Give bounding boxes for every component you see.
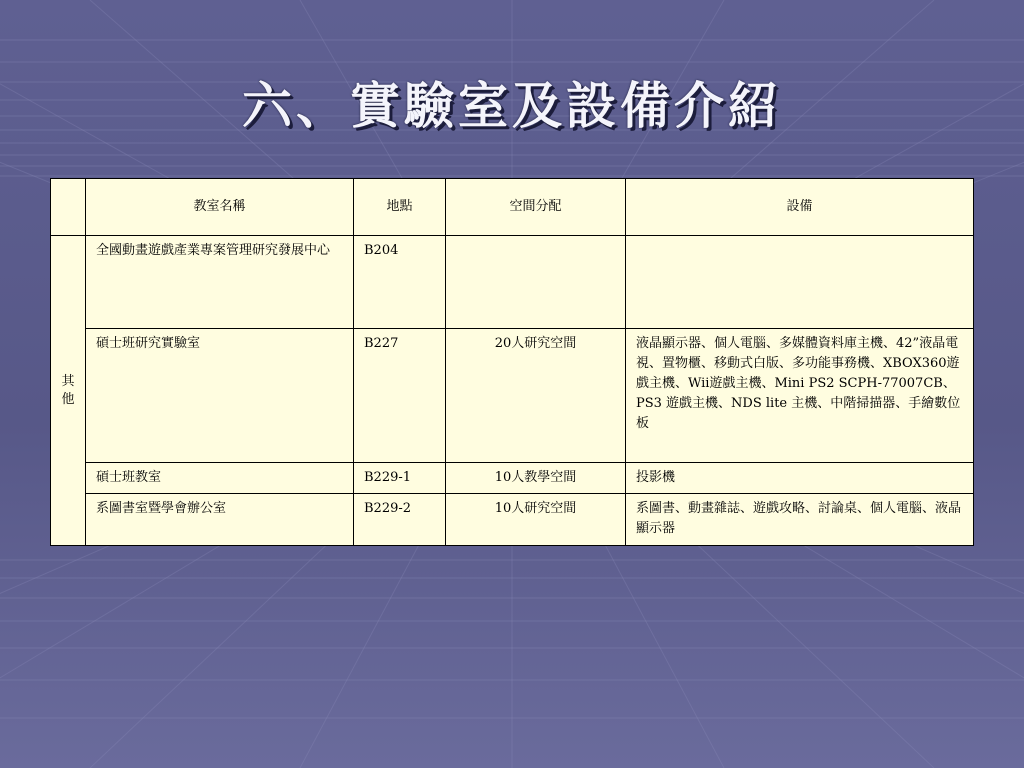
location-cell: B204 [354,236,446,329]
lab-equipment-table [50,178,974,546]
equipment-cell [626,236,974,329]
location-cell: B229-1 [354,463,446,494]
location-cell: B227 [354,329,446,463]
room-name-cell: 碩士班研究實驗室 [86,329,354,463]
equipment-cell: 投影機 [626,463,974,494]
room-name-cell: 系圖書室暨學會辦公室 [86,494,354,546]
table-row [51,236,974,329]
group-label: 其他 [61,373,75,407]
table-header-row [51,179,974,236]
table-row [51,463,974,494]
slide-title: 六、實驗室及設備介紹 [242,76,782,135]
space-cell: 10人研究空間 [446,494,626,546]
header-room-name: 教室名稱 [86,179,354,236]
table-row [51,329,974,463]
group-cell [51,236,86,546]
header-group [51,179,86,236]
header-equipment: 設備 [626,179,974,236]
header-location: 地點 [354,179,446,236]
space-cell: 20人研究空間 [446,329,626,463]
room-name-cell: 碩士班教室 [86,463,354,494]
room-name-cell: 全國動畫遊戲產業專案管理研究發展中心 [86,236,354,329]
equipment-cell: 液晶顯示器、個人電腦、多媒體資料庫主機、42”液晶電視、置物櫃、移動式白版、多功能事務機、XBOX360遊戲主機、Wii遊戲主機、Mini PS2 SCPH-77007CB、PS3 遊戲主機、NDS lite 主機、中階掃描器、手繪數位板 [626,329,974,463]
equipment-cell: 系圖書、動畫雜誌、遊戲攻略、討論桌、個人電腦、液晶顯示器 [626,494,974,546]
header-space: 空間分配 [446,179,626,236]
location-cell: B229-2 [354,494,446,546]
space-cell: 10人教學空間 [446,463,626,494]
table-row [51,494,974,546]
space-cell [446,236,626,329]
